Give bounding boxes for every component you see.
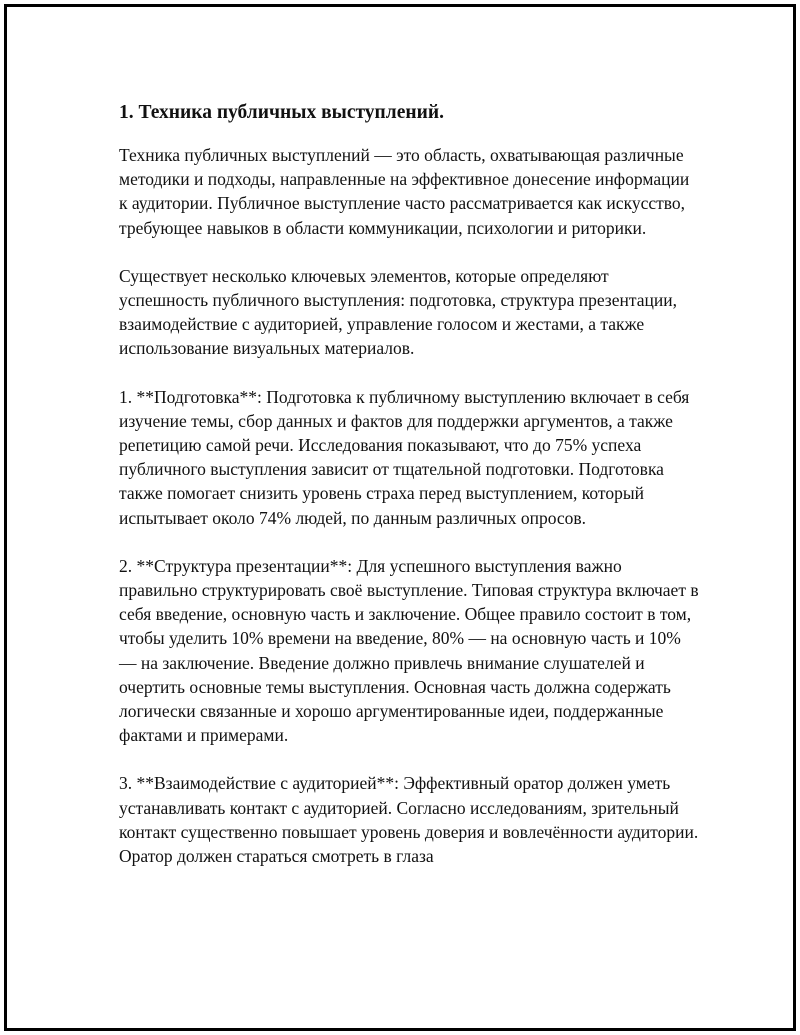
paragraph-structure: 2. **Структура презентации**: Для успешного выступления важно правильно структурировать своё выступление. Типовая структура включает в себя введение, основную часть и заключение. Общее правило состоит в том, чтобы уделить 10% времени на введение, 80% — на основную часть и 10% — на заключение. Введение должно привлечь внимание слушателей и очертить основные темы выступления. Основная часть должна содержать логически связанные и хорошо аргументированные идеи, поддержанные фактами и примерами. bbox=[119, 555, 699, 746]
document-body bbox=[119, 97, 701, 892]
page-frame bbox=[4, 4, 796, 1031]
paragraph-intro: Техника публичных выступлений — это область, охватывающая различные методики и подходы, направленные на эффективное донесение информации к аудитории. Публичное выступление часто рассматривается как искусство, требующее навыков в области коммуникации, психологии и риторики. bbox=[119, 145, 690, 238]
section-heading: 1. Техника публичных выступлений. bbox=[119, 102, 444, 123]
paragraph-audience-interaction: 3. **Взаимодействие с аудиторией**: Эффективный оратор должен уметь устанавливать контакт с аудиторией. Согласно исследованиям, зрительный контакт существенно повышает уровень доверия и вовлечённости аудитории. Оратор должен стараться смотреть в глаза bbox=[119, 773, 699, 867]
paragraph-key-elements: Существует несколько ключевых элементов, которые определяют успешность публичного выступления: подготовка, структура презентации, взаимодействие с аудиторией, управление голосом и жестами, а также использование визуальных материалов. bbox=[119, 265, 677, 359]
paragraph-preparation: 1. **Подготовка**: Подготовка к публичному выступлению включает в себя изучение темы, сбор данных и фактов для поддержки аргументов, а также репетицию самой речи. Исследования показывают, что до 75% успеха публичного выступления зависит от тщательной подготовки. Подготовка также помогает снизить уровень страха перед выступлением, который испытывает около 74% людей, по данным различных опросов. bbox=[119, 386, 690, 528]
